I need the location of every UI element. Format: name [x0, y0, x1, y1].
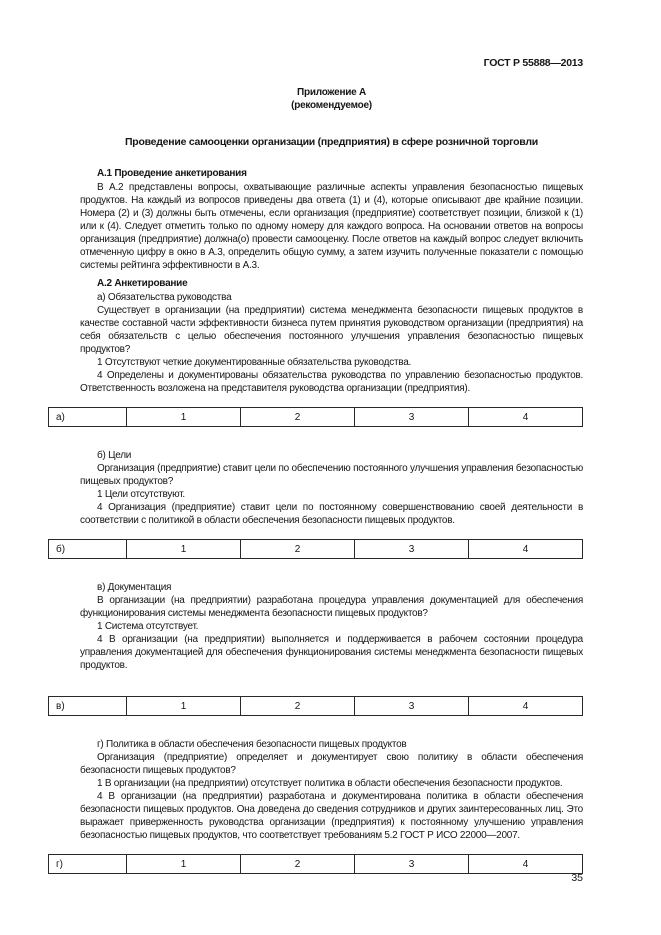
score-option-a-3[interactable]: 3 [355, 408, 469, 427]
score-option-a-4[interactable]: 4 [469, 408, 583, 427]
question-text-b: Организация (предприятие) ставит цели по обеспечению постоянного улучшения управления безопасностью пищевых продуктов? [80, 463, 583, 487]
score-table-a [48, 407, 583, 427]
score-row-label-v: в) [49, 697, 127, 716]
score-option-g-1[interactable]: 1 [127, 855, 241, 874]
appendix-title: Проведение самооценки организации (предприятия) в сфере розничной торговли [124, 136, 538, 148]
score-table-b [48, 539, 583, 559]
section-a2-heading: А.2 Анкетирование [97, 278, 188, 289]
question-label-b: б) Цели [97, 450, 132, 461]
score-row-g [49, 855, 583, 874]
answer-option-1-v: 1 Система отсутствует. [97, 621, 199, 632]
answer-option-1-a: 1 Отсутствуют четкие документированные обязательства руководства. [97, 357, 412, 368]
question-text-g: Организация (предприятие) определяет и документирует свою политику в области обеспечения безопасности пищевых продуктов? [80, 752, 583, 776]
appendix-label: Приложение А [297, 87, 366, 98]
question-section-v [56, 581, 583, 716]
score-row-b [49, 540, 583, 559]
score-option-a-2[interactable]: 2 [241, 408, 355, 427]
score-option-v-1[interactable]: 1 [127, 697, 241, 716]
answer-option-1-g: 1 В организации (на предприятии) отсутствует политика в области обеспечения безопасности продуктов. [97, 778, 563, 789]
question-label-v: в) Документация [97, 582, 172, 593]
question-text-v: В организации (на предприятии) разработана процедура управления документацией для обеспечения функционирования системы менеджмента безопасности пищевых продуктов? [80, 595, 583, 619]
score-option-b-3[interactable]: 3 [355, 540, 469, 559]
score-row-label-b: б) [49, 540, 127, 559]
score-option-b-4[interactable]: 4 [469, 540, 583, 559]
doc-number: ГОСТ Р 55888—2013 [483, 57, 583, 69]
score-option-v-4[interactable]: 4 [469, 697, 583, 716]
score-option-g-2[interactable]: 2 [241, 855, 355, 874]
score-row-v [49, 697, 583, 716]
score-row-label-g: г) [49, 855, 127, 874]
section-a1-heading: А.1 Проведение анкетирования [97, 168, 247, 179]
page-content [56, 57, 583, 896]
section-a1-paragraph: В А.2 представлены вопросы, охватывающие различные аспекты управления безопасностью пищевых продуктов. На каждый из вопросов приведены два ответа (1) и (4), которые описывают две крайние позиции. Номера (2) и (3) должны быть отмечены, если организация (предприятие) соответствует позиции, близкой к (1) или к (4). Следует отметить только по одному номеру для каждого вопроса. На основании ответов на вопросы организация (предприятие) должна(о) провести самооценку. После ответов на каждый вопрос следует включить отмеченную цифру в окно в А.3, определить общую сумму, а затем изучить полученные показатели с помощью системы рейтинга эффективности в А.3. [80, 182, 583, 271]
score-option-a-1[interactable]: 1 [127, 408, 241, 427]
question-text-a: Существует в организации (на предприятии) система менеджмента безопасности пищевых продуктов в качестве составной части эффективности бизнеса путем принятия руководством организации (предприятия) на себя обязательств с целью обеспечения постоянного улучшения управления безопасностью пищевых продуктов? [80, 305, 583, 355]
question-section-b [56, 449, 583, 559]
question-label-g: г) Политика в области обеспечения безопасности пищевых продуктов [97, 739, 407, 750]
score-option-v-2[interactable]: 2 [241, 697, 355, 716]
score-option-v-3[interactable]: 3 [355, 697, 469, 716]
score-row-a [49, 408, 583, 427]
score-table-v [48, 696, 583, 716]
question-section-g [56, 738, 583, 874]
score-table-g [48, 854, 583, 874]
score-option-b-1[interactable]: 1 [127, 540, 241, 559]
page-number: 35 [571, 872, 583, 884]
score-row-label-a: а) [49, 408, 127, 427]
answer-option-4-v: 4 В организации (на предприятии) выполняется и поддерживается в рабочем состоянии процедура управления документацией для обеспечения функционирования системы менеджмента безопасности пищевых продуктов. [80, 634, 583, 671]
score-option-g-3[interactable]: 3 [355, 855, 469, 874]
appendix-kind: (рекомендуемое) [291, 100, 372, 111]
answer-option-1-b: 1 Цели отсутствуют. [97, 489, 185, 500]
answer-option-4-g: 4 В организации (на предприятии) разработана и документирована политика в области обеспечения безопасности пищевых продуктов. Она доведена до сведения сотрудников и других заинтересованных лиц. Это выражает приверженность руководства организации (предприятия) к постоянному улучшению управления безопасностью пищевых продуктов, что соответствует требованиям 5.2 ГОСТ Р ИСО 22000—2007. [80, 791, 583, 841]
answer-option-4-a: 4 Определены и документированы обязательства руководства по управлению безопасностью продуктов. Ответственность возложена на представителя руководства организации (предприятия). [80, 370, 583, 394]
answer-option-4-b: 4 Организация (предприятие) ставит цели по постоянному совершенствованию своей деятельности в соответствии с политикой в области обеспечения безопасности пищевых продуктов. [80, 502, 583, 526]
question-section-a [56, 291, 583, 427]
score-option-g-4[interactable]: 4 [469, 855, 583, 874]
question-label-a: а) Обязательства руководства [97, 292, 232, 303]
score-option-b-2[interactable]: 2 [241, 540, 355, 559]
